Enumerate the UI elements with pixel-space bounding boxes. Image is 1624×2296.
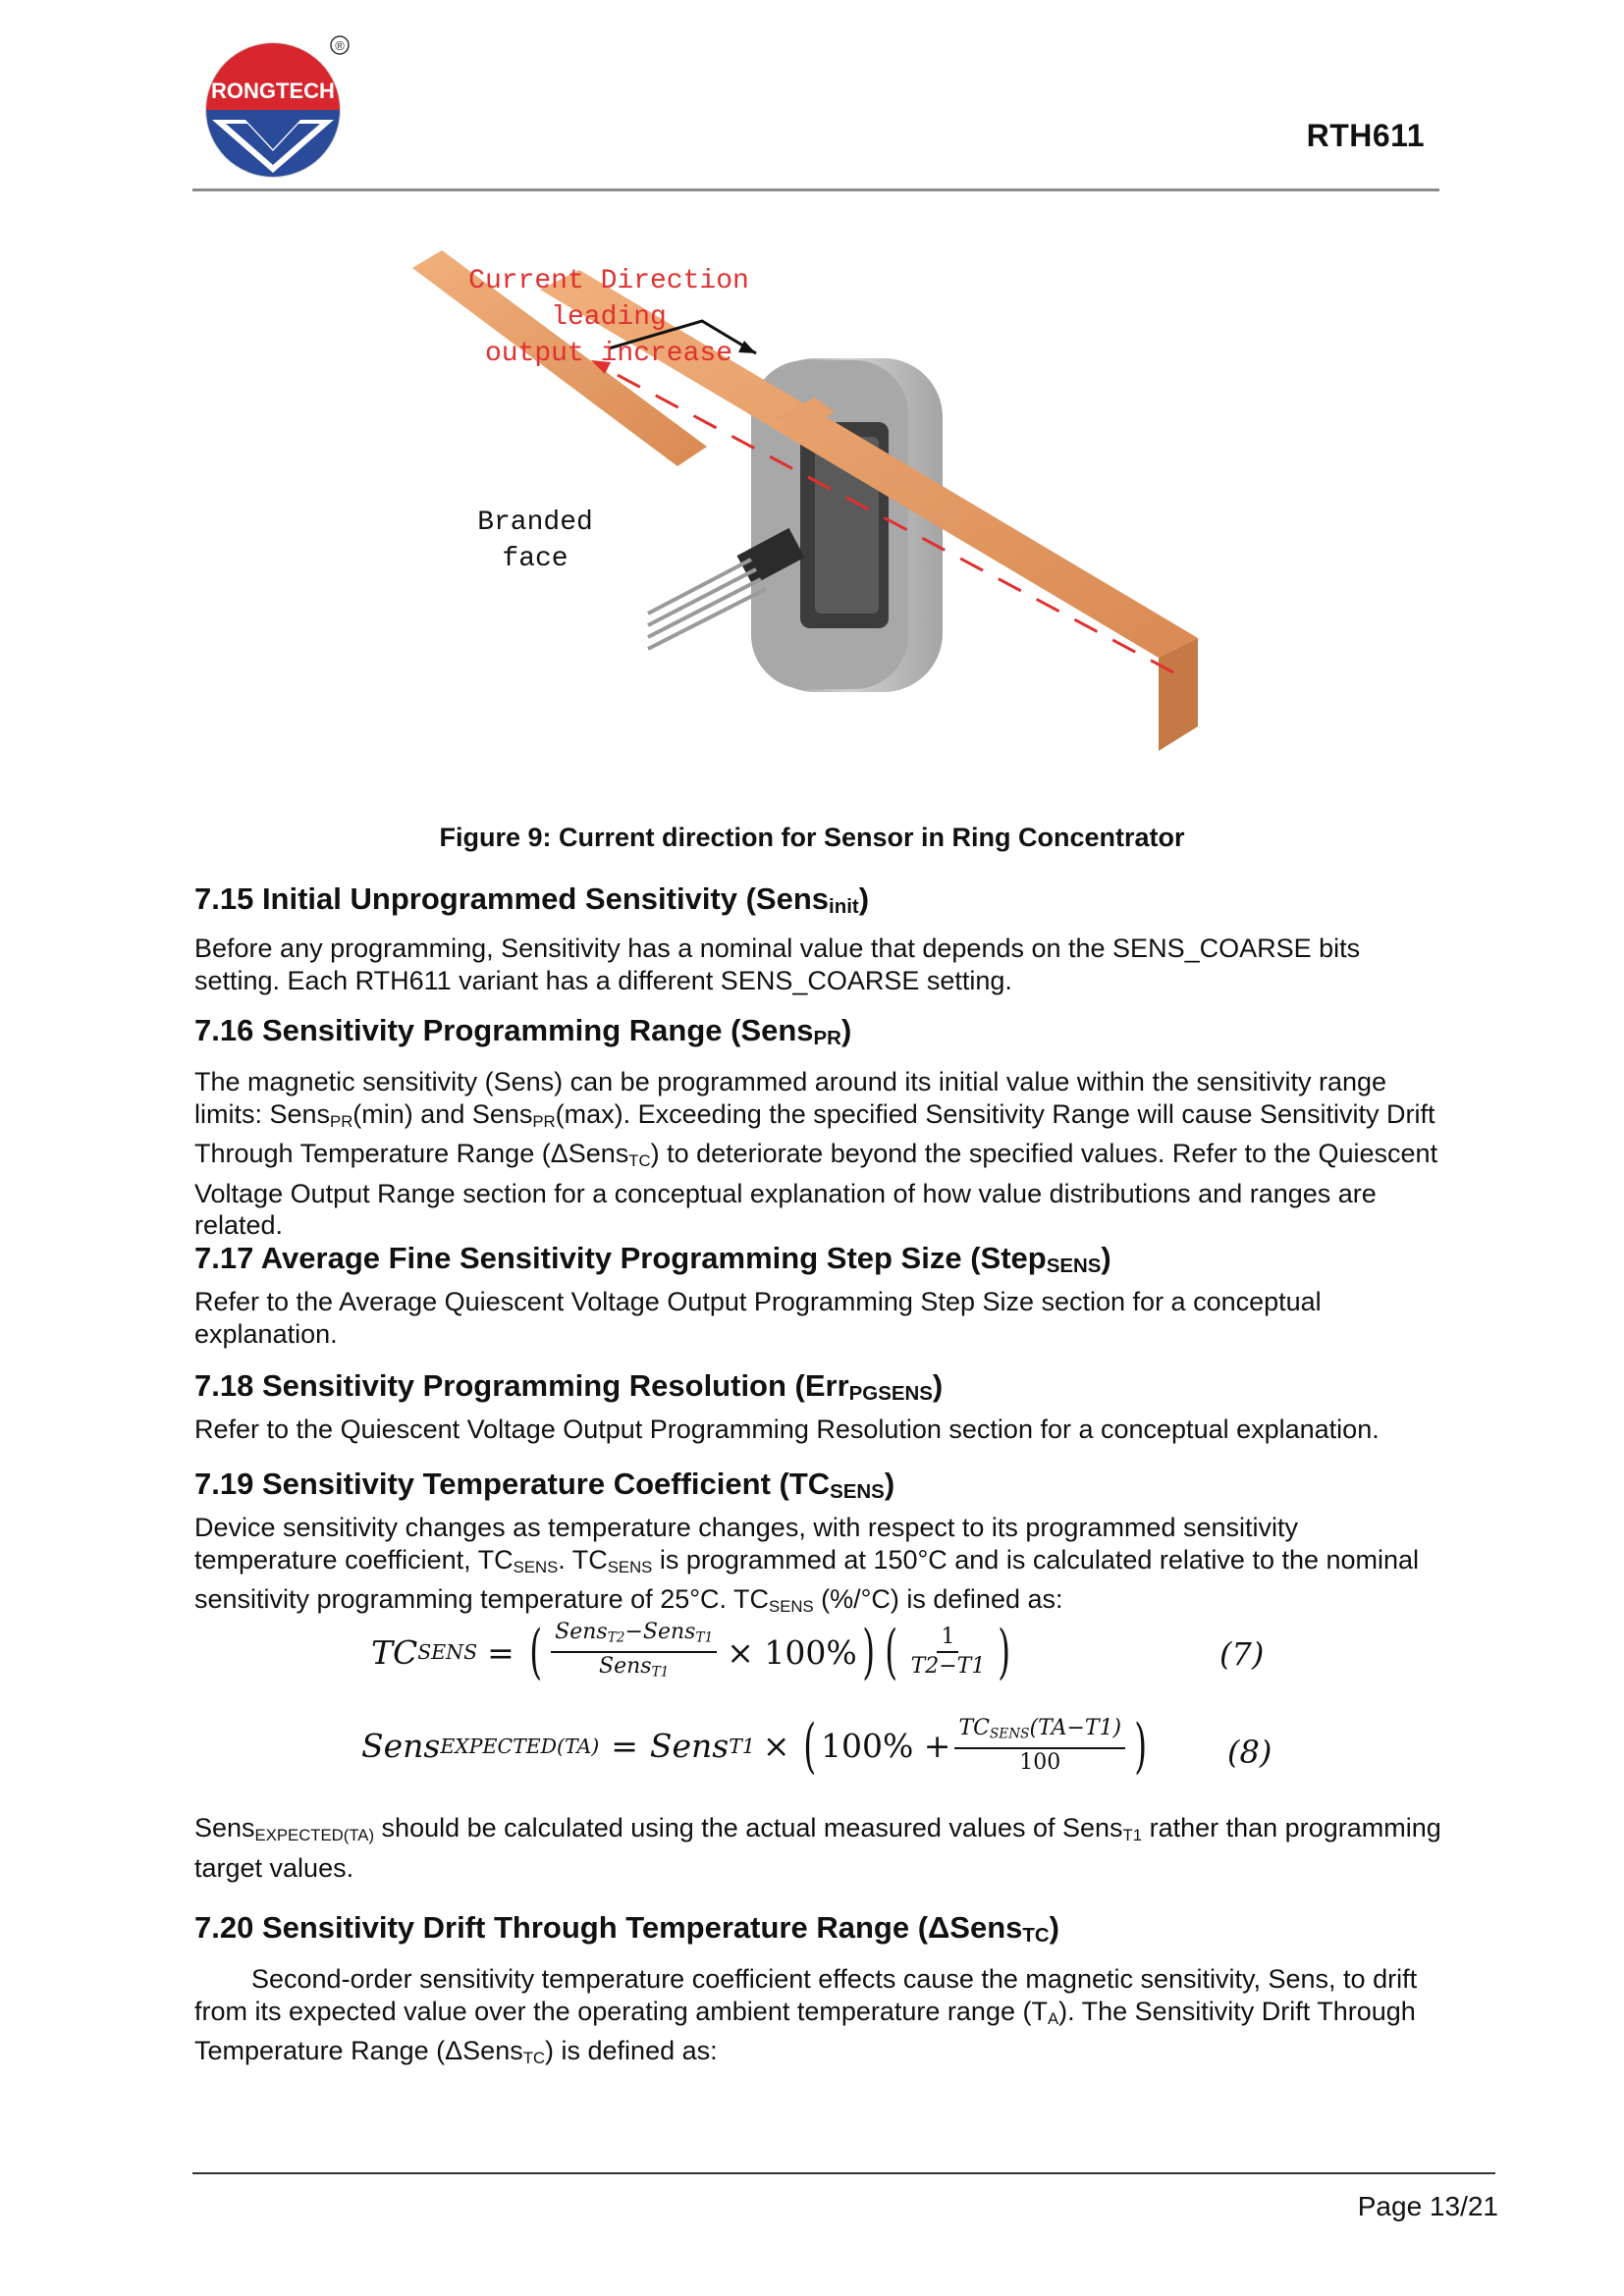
section-7-18: [194, 1366, 1441, 1446]
section-body: Refer to the Quiescent Voltage Output Programming Resolution section for a conceptual explanation.: [194, 1415, 1380, 1445]
section-title: 7.20 Sensitivity Drift Through Temperature Range (ΔSensTC): [194, 1910, 1059, 1948]
section-body: Refer to the Average Quiescent Voltage Output Programming Step Size section for a conceptual explanation.: [194, 1287, 1322, 1349]
figure-caption: Figure 9: Current direction for Sensor in Ring Concentrator: [439, 823, 1185, 852]
section-title: 7.16 Sensitivity Programming Range (SensPR): [194, 1013, 852, 1050]
paragraph-expected-sens: [194, 1812, 1441, 1884]
section-7-16: [194, 1011, 1441, 1242]
page-number: Page 13/21: [1357, 2191, 1498, 2221]
section-title: 7.17 Average Fine Sensitivity Programming Step Size (StepSENS): [194, 1241, 1111, 1278]
fraction: $\frac{Sens_{T2}-Sens_{T1}}{Sens_{T1}}$: [551, 1620, 717, 1685]
section-body: Before any programming, Sensitivity has a nominal value that depends on the SENS_COARSE bits setting. Each RTH611 variant has a different SENS_COARSE setting.: [194, 934, 1361, 995]
fraction: $\frac{TC_{SENS}(TA-T1)}{100}$: [954, 1716, 1125, 1776]
section-title: 7.15 Initial Unprogrammed Sensitivity (Sensinit): [194, 881, 870, 919]
section-7-17: [194, 1239, 1441, 1350]
label-line: Branded: [477, 507, 593, 538]
section-body: Device sensitivity changes as temperature changes, with respect to its programmed sensitivity temperature coefficient, $TC_{SENS}$. $TC_{SENS}$ is programmed at 150°C and is calculated relative to the nominal sensitivity programming temperature of 25°C. $TC_{SENS}$ (%/°C) is defined as:: [194, 1513, 1420, 1617]
section-body: Second-order sensitivity temperature coefficient effects cause the magnetic sensitivity, Sens, to drift from its expected value over the operating ambient temperature range $(T_A)$. The Sensitivity Drift Through Temperature Range (ΔSens$_{TC}$) is defined as:: [194, 1964, 1418, 2068]
section-body: Sens$_{EXPECTED(TA)}$ should be calculated using the actual measured values of Sens$_{T1}$ rather than programming target values.: [194, 1813, 1441, 1883]
figure-label-branded: [471, 505, 599, 577]
section-body: The magnetic sensitivity (Sens) can be programmed around its initial value within the sensitivity range limits: Sens$_{PR}$(min) and Sens$_{PR}$(max). Exceeding the specified Sensitivity Range will cause Sensitivity Drift Through Temperature Range (ΔSens$_{TC}$) to deteriorate beyond the specified values. Refer to the Quiescent Voltage Output Range section for a conceptual explanation of how value distributions and ranges are related.: [194, 1067, 1438, 1241]
registered-mark: ®: [335, 38, 345, 53]
logo-brand-text: RONGTECH: [211, 79, 335, 103]
header-divider: [192, 188, 1439, 191]
label-line: output increase: [484, 339, 733, 369]
equation-8: Sens EXPECTED(TA) = Sens T1 × ( 100% + $\frac{TC_{SENS}(TA-T1)}{100}$ ): [361, 1711, 1148, 1781]
section-7-20: [194, 1908, 1441, 2075]
section-title: 7.19 Sensitivity Temperature Coefficient (TCSENS): [194, 1467, 895, 1504]
equation-number: (8): [1227, 1734, 1272, 1771]
section-7-19: [194, 1465, 1441, 1624]
section-title: 7.18 Sensitivity Programming Resolution (ErrPGSENS): [194, 1368, 944, 1406]
footer-divider: [192, 2172, 1495, 2174]
equation-number: (7): [1219, 1635, 1265, 1673]
fraction: $\frac{1}{T2-T1}$: [910, 1625, 986, 1680]
label-line: Current Direction leading: [468, 266, 749, 333]
label-line: face: [502, 544, 568, 574]
section-7-15: [194, 880, 1441, 996]
equation-7: TC SENS = ( $\frac{Sens_{T2}-Sens_{T1}}{Sens_{T1}}$ × 100% ) ( $\frac{1}{T2-T1}$ ): [371, 1618, 1011, 1687]
figure-label-current: [417, 263, 800, 372]
company-logo: [196, 29, 353, 187]
document-id: RTH611: [1306, 118, 1425, 153]
